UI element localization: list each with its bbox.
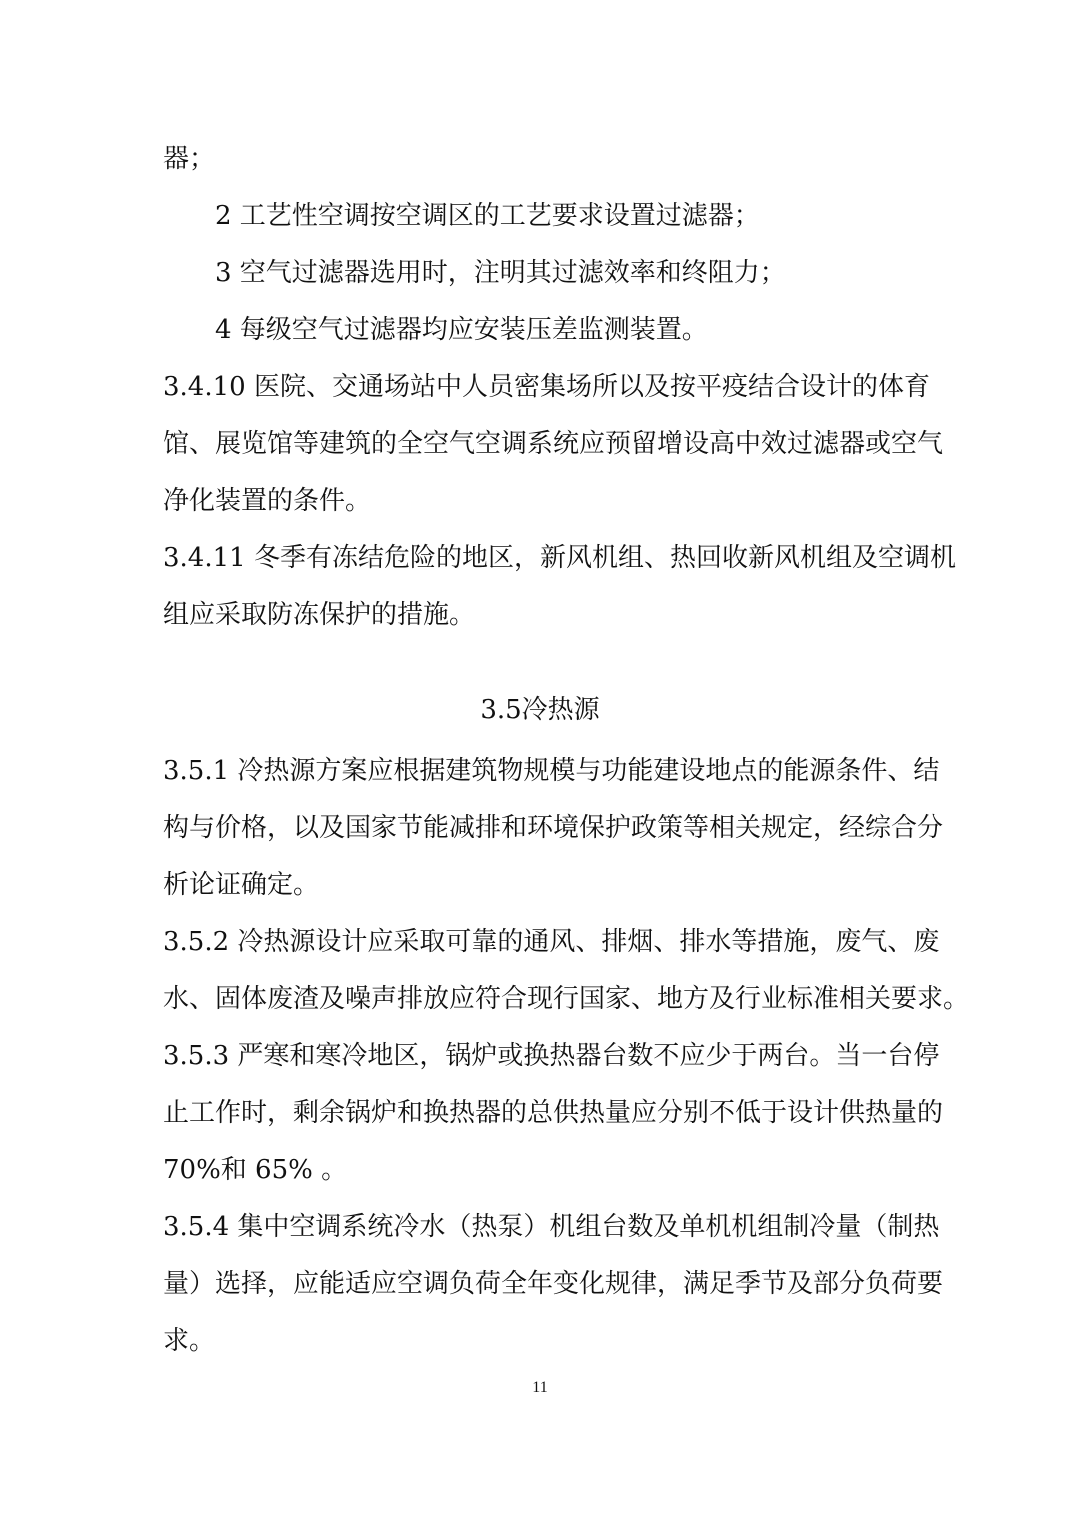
text-line: 馆、展览馆等建筑的全空气空调系统应预留增设高中效过滤器或空气	[163, 429, 944, 459]
text-line: 求。	[163, 1326, 216, 1356]
text-line: 器；	[163, 144, 216, 174]
text-line: 量）选择，应能适应空调负荷全年变化规律，满足季节及部分负荷要	[163, 1269, 944, 1299]
text-line: 析论证确定。	[163, 870, 320, 900]
text-line: 组应采取防冻保护的措施。	[163, 600, 476, 630]
text-line: 70%和 65% 。	[163, 1155, 348, 1185]
clause-3-5-3: 3.5.3 严寒和寒冷地区，锅炉或换热器台数不应少于两台。当一台停	[163, 1041, 940, 1071]
clause-3-5-4: 3.5.4 集中空调系统冷水（热泵）机组台数及单机机组制冷量（制热	[163, 1212, 940, 1242]
text-line: 水、固体废渣及噪声排放应符合现行国家、地方及行业标准相关要求。	[163, 984, 970, 1014]
list-item-3: 3 空气过滤器选用时，注明其过滤效率和终阻力；	[215, 258, 786, 288]
text-line: 净化装置的条件。	[163, 486, 372, 516]
text-line: 构与价格，以及国家节能减排和环境保护政策等相关规定，经综合分	[163, 813, 944, 843]
clause-3-4-11: 3.4.11 冬季有冻结危险的地区，新风机组、热回收新风机组及空调机	[163, 543, 956, 573]
section-heading: 3.5冷热源	[480, 695, 600, 725]
page-number: 11	[532, 1379, 548, 1396]
clause-3-4-10: 3.4.10 医院、交通场站中人员密集场所以及按平疫结合设计的体育	[163, 372, 930, 402]
clause-3-5-2: 3.5.2 冷热源设计应采取可靠的通风、排烟、排水等措施，废气、废	[163, 927, 940, 957]
text-line: 止工作时，剩余锅炉和换热器的总供热量应分别不低于设计供热量的	[163, 1098, 944, 1128]
list-item-4: 4 每级空气过滤器均应安装压差监测装置。	[215, 315, 708, 345]
list-item-2: 2 工艺性空调按空调区的工艺要求设置过滤器；	[215, 201, 760, 231]
clause-3-5-1: 3.5.1 冷热源方案应根据建筑物规模与功能建设地点的能源条件、结	[163, 756, 940, 786]
